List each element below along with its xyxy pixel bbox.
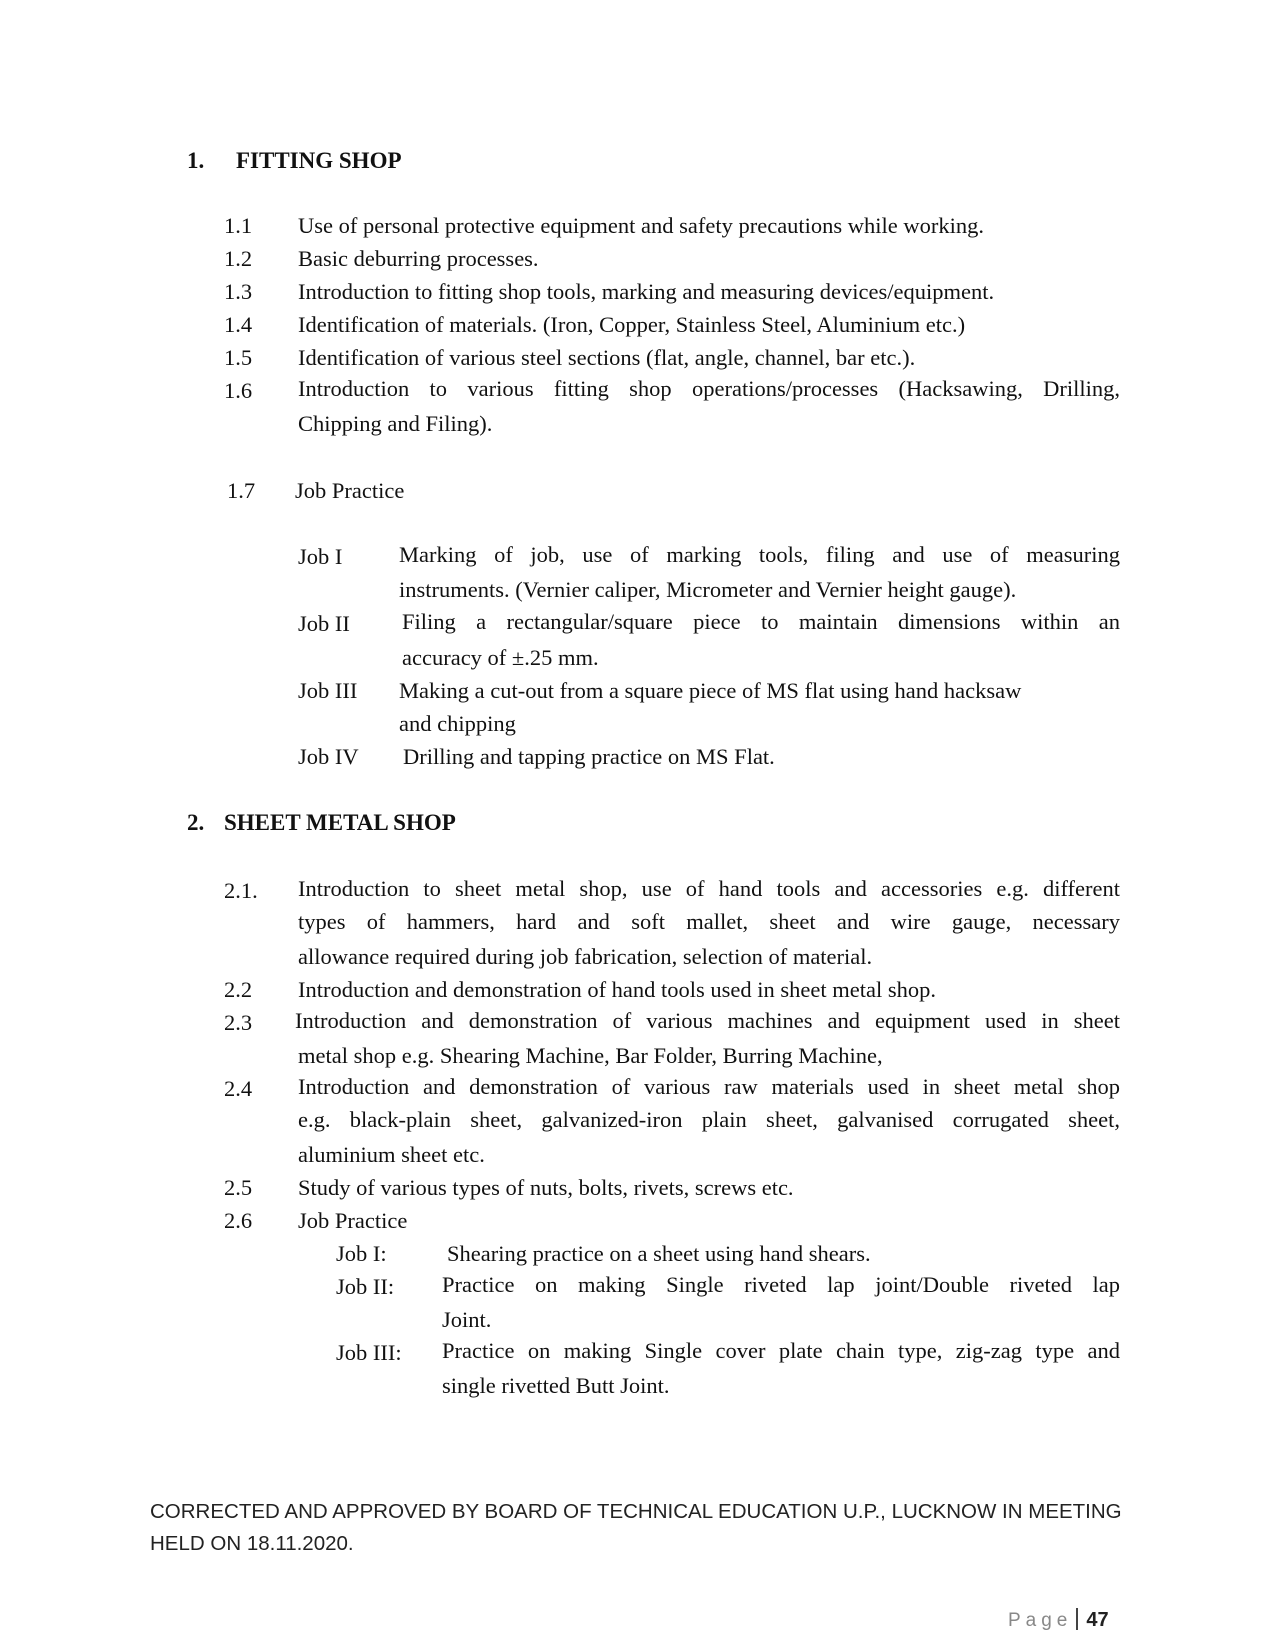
item-text: Study of various types of nuts, bolts, rivets, screws etc. [298,1175,794,1200]
job-practice-label: Job Practice [295,478,405,503]
job-label: Job I: [336,1241,387,1266]
job-text: Marking of job, use of marking tools, filing and use of measuring [399,542,1120,567]
item-text-continued: metal shop e.g. Shearing Machine, Bar Folder, Burring Machine, [298,1043,883,1068]
job-label: Job III: [336,1340,402,1365]
approval-note: CORRECTED AND APPROVED BY BOARD OF TECHNICAL EDUCATION U.P., LUCKNOW IN MEETING [150,1500,1122,1523]
section-2-title: SHEET METAL SHOP [224,810,456,835]
item-number: 2.4 [224,1076,253,1101]
job-label: Job II [298,611,350,636]
item-number: 1.1 [224,213,253,238]
item-number: 1.6 [224,378,253,403]
job-text: Practice on making Single riveted lap joint/Double riveted lap [442,1272,1120,1297]
job-text-continued: and chipping [399,711,516,736]
job-label: Job I [298,544,343,569]
item-number: 1.7 [227,478,256,503]
item-text: Introduction to sheet metal shop, use of hand tools and accessories e.g. different [298,876,1120,901]
item-text: Introduction and demonstration of various raw materials used in sheet metal shop [298,1074,1120,1099]
item-text: Use of personal protective equipment and safety precautions while working. [298,213,985,238]
section-2-number: 2. [187,810,205,835]
job-text-continued: instruments. (Vernier caliper, Micrometer and Vernier height gauge). [399,577,1017,602]
item-text-continued: aluminium sheet etc. [298,1142,485,1167]
section-1-title: FITTING SHOP [236,148,402,173]
item-text-continued: types of hammers, hard and soft mallet, sheet and wire gauge, necessary [298,909,1120,934]
item-number: 2.1. [224,878,258,903]
job-text: Making a cut-out from a square piece of MS flat using hand hacksaw [399,678,1022,703]
item-text: Identification of materials. (Iron, Copper, Stainless Steel, Aluminium etc.) [298,312,966,337]
job-text-continued: Joint. [442,1307,492,1332]
page-label: Page [1008,1610,1073,1631]
item-text-continued: e.g. black-plain sheet, galvanized-iron plain sheet, galvanised corrugated sheet, [298,1107,1120,1132]
item-text: Identification of various steel sections (flat, angle, channel, bar etc.). [298,345,916,370]
item-number: 2.3 [224,1010,253,1035]
job-text: Shearing practice on a sheet using hand shears. [447,1241,871,1266]
item-number: 1.5 [224,345,253,370]
job-label: Job IV [298,744,359,769]
item-text-continued: allowance required during job fabrication, selection of material. [298,944,873,969]
job-text: Drilling and tapping practice on MS Flat. [403,744,775,769]
page-footer [1008,1606,1109,1632]
job-practice-label: Job Practice [298,1208,408,1233]
job-label: Job III [298,678,358,703]
approval-note-continued: HELD ON 18.11.2020. [150,1532,354,1555]
item-text: Introduction and demonstration of various machines and equipment used in sheet [295,1008,1120,1033]
item-text: Basic deburring processes. [298,246,539,271]
job-text: Practice on making Single cover plate chain type, zig-zag type and [442,1338,1120,1363]
section-1-number: 1. [187,148,205,173]
job-text-continued: single rivetted Butt Joint. [442,1373,670,1398]
job-label: Job II: [336,1274,395,1299]
item-text: Introduction and demonstration of hand tools used in sheet metal shop. [298,977,937,1002]
item-number: 1.4 [224,312,253,337]
item-number: 2.5 [224,1175,253,1200]
page-divider [1076,1608,1078,1630]
item-text: Introduction to various fitting shop operations/processes (Hacksawing, Drilling, [298,376,1120,401]
item-text-continued: Chipping and Filing). [298,411,493,436]
item-number: 2.2 [224,977,253,1002]
job-text-continued: accuracy of ±.25 mm. [402,645,599,670]
job-text: Filing a rectangular/square piece to maintain dimensions within an [402,609,1120,634]
page-number: 47 [1086,1609,1109,1631]
item-text: Introduction to fitting shop tools, marking and measuring devices/equipment. [298,279,995,304]
item-number: 1.2 [224,246,253,271]
item-number: 1.3 [224,279,253,304]
item-number: 2.6 [224,1208,253,1233]
